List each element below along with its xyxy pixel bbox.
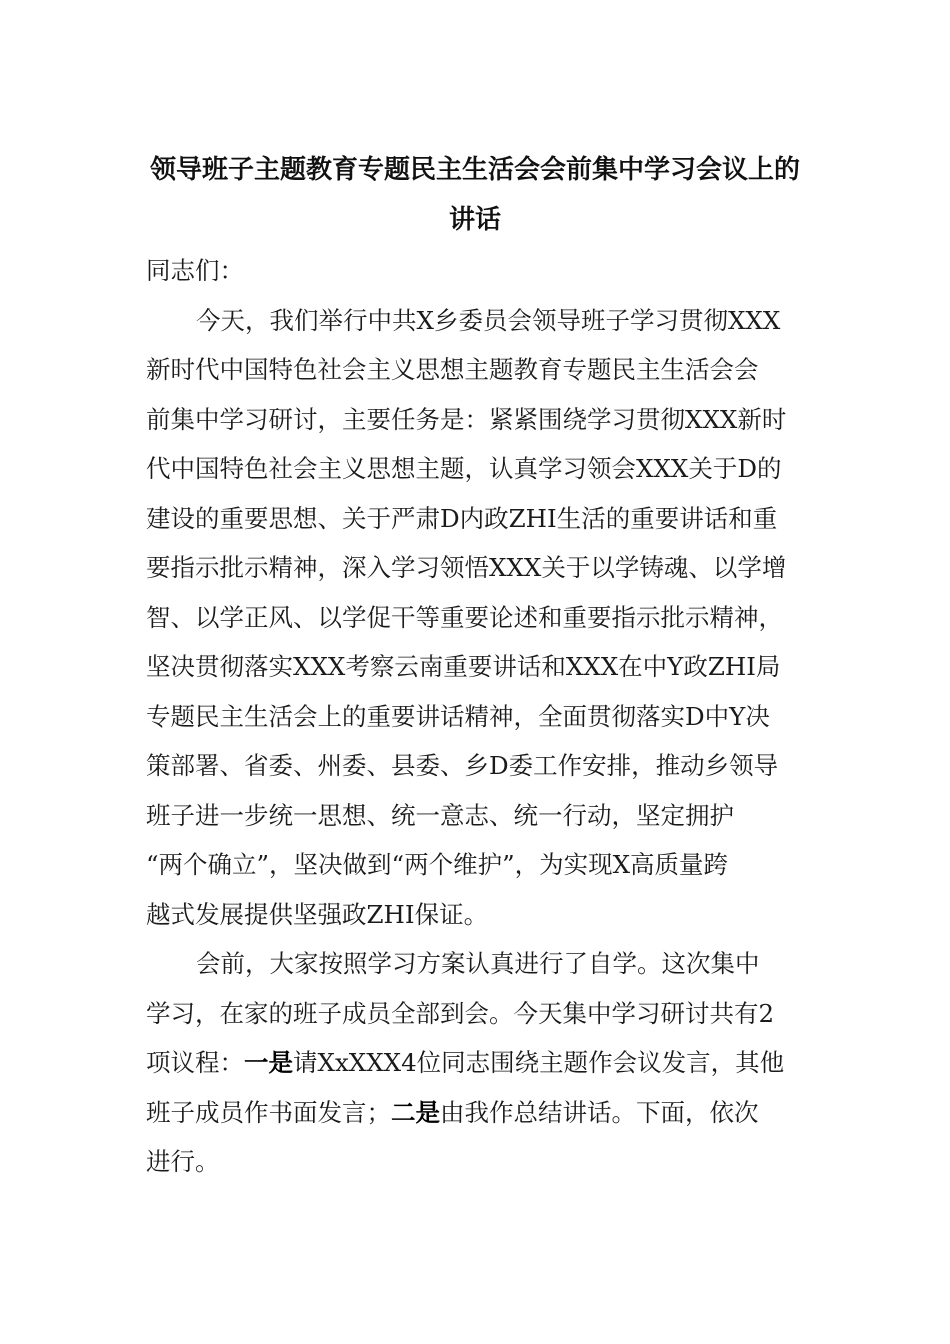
paragraph-2-line: 学习，在家的班子成员全部到会。今天集中学习研讨共有2 bbox=[146, 998, 775, 1028]
paragraph-1-line: “两个确立”，坚决做到“两个维护”，为实现X高质量跨 bbox=[146, 850, 729, 879]
paragraph-1-line: 建设的重要思想、关于严肃D内政ZHI生活的重要讲话和重 bbox=[146, 503, 778, 533]
paragraph-1-line: 要指示批示精神，深入学习领悟XXX关于以学铸魂、以学增 bbox=[146, 553, 787, 582]
document-title bbox=[120, 145, 830, 245]
title-line-1: 领导班子主题教育专题民主生活会会前集中学习会议上的 bbox=[149, 155, 800, 185]
title-line-2: 讲话 bbox=[448, 205, 501, 235]
paragraph-1-line: 专题民主生活会上的重要讲话精神，全面贯彻落实D中Y决 bbox=[146, 701, 770, 731]
paragraph-2-line: 进行。 bbox=[146, 1147, 220, 1176]
paragraph-2-line: 会前，大家按照学习方案认真进行了自学。这次集中 bbox=[196, 949, 760, 978]
paragraph-1-line: 策部署、省委、州委、县委、乡D委工作安排，推动乡领导 bbox=[146, 751, 779, 780]
paragraph-1-line: 智、以学正风、以学促干等重要论述和重要指示批示精神， bbox=[146, 602, 783, 632]
paragraph-2-line bbox=[146, 1088, 808, 1138]
paragraph-2-line bbox=[146, 1038, 808, 1088]
paragraph-1-line: 班子进一步统一思想、统一意志、统一行动，坚定拥护 bbox=[146, 800, 734, 830]
salutation: 同志们： bbox=[146, 256, 244, 285]
paragraph-1-line: 今天，我们举行中共X乡委员会领导班子学习贯彻XXX bbox=[196, 305, 781, 335]
agenda-prefix: 项议程： bbox=[146, 1048, 244, 1077]
document-body bbox=[146, 246, 808, 1187]
agenda-item-2-text: 由我作总结讲话。下面，依次 bbox=[440, 1097, 759, 1127]
paragraph-1-line: 前集中学习研讨，主要任务是：紧紧围绕学习贯彻XXX新时 bbox=[146, 404, 787, 434]
agenda-item-1-text: 请XxXXX4位同志围绕主题作会议发言，其他 bbox=[293, 1048, 785, 1077]
paragraph-1-line: 越式发展提供坚强政ZHI保证。 bbox=[146, 899, 489, 929]
paragraph-1 bbox=[146, 296, 808, 940]
paragraph-2 bbox=[146, 939, 808, 1187]
agenda-item-2-marker: 二是 bbox=[391, 1097, 440, 1127]
agenda-item-1-marker: 一是 bbox=[244, 1048, 293, 1077]
paragraph-1-line: 新时代中国特色社会主义思想主题教育专题民主生活会会 bbox=[146, 355, 759, 384]
agenda-item-1-tail: 班子成员作书面发言； bbox=[146, 1097, 391, 1127]
paragraph-1-line: 坚决贯彻落实XXX考察云南重要讲话和XXX在中Y政ZHI局 bbox=[146, 652, 781, 681]
paragraph-1-line: 代中国特色社会主义思想主题，认真学习领会XXX关于D的 bbox=[146, 454, 782, 483]
